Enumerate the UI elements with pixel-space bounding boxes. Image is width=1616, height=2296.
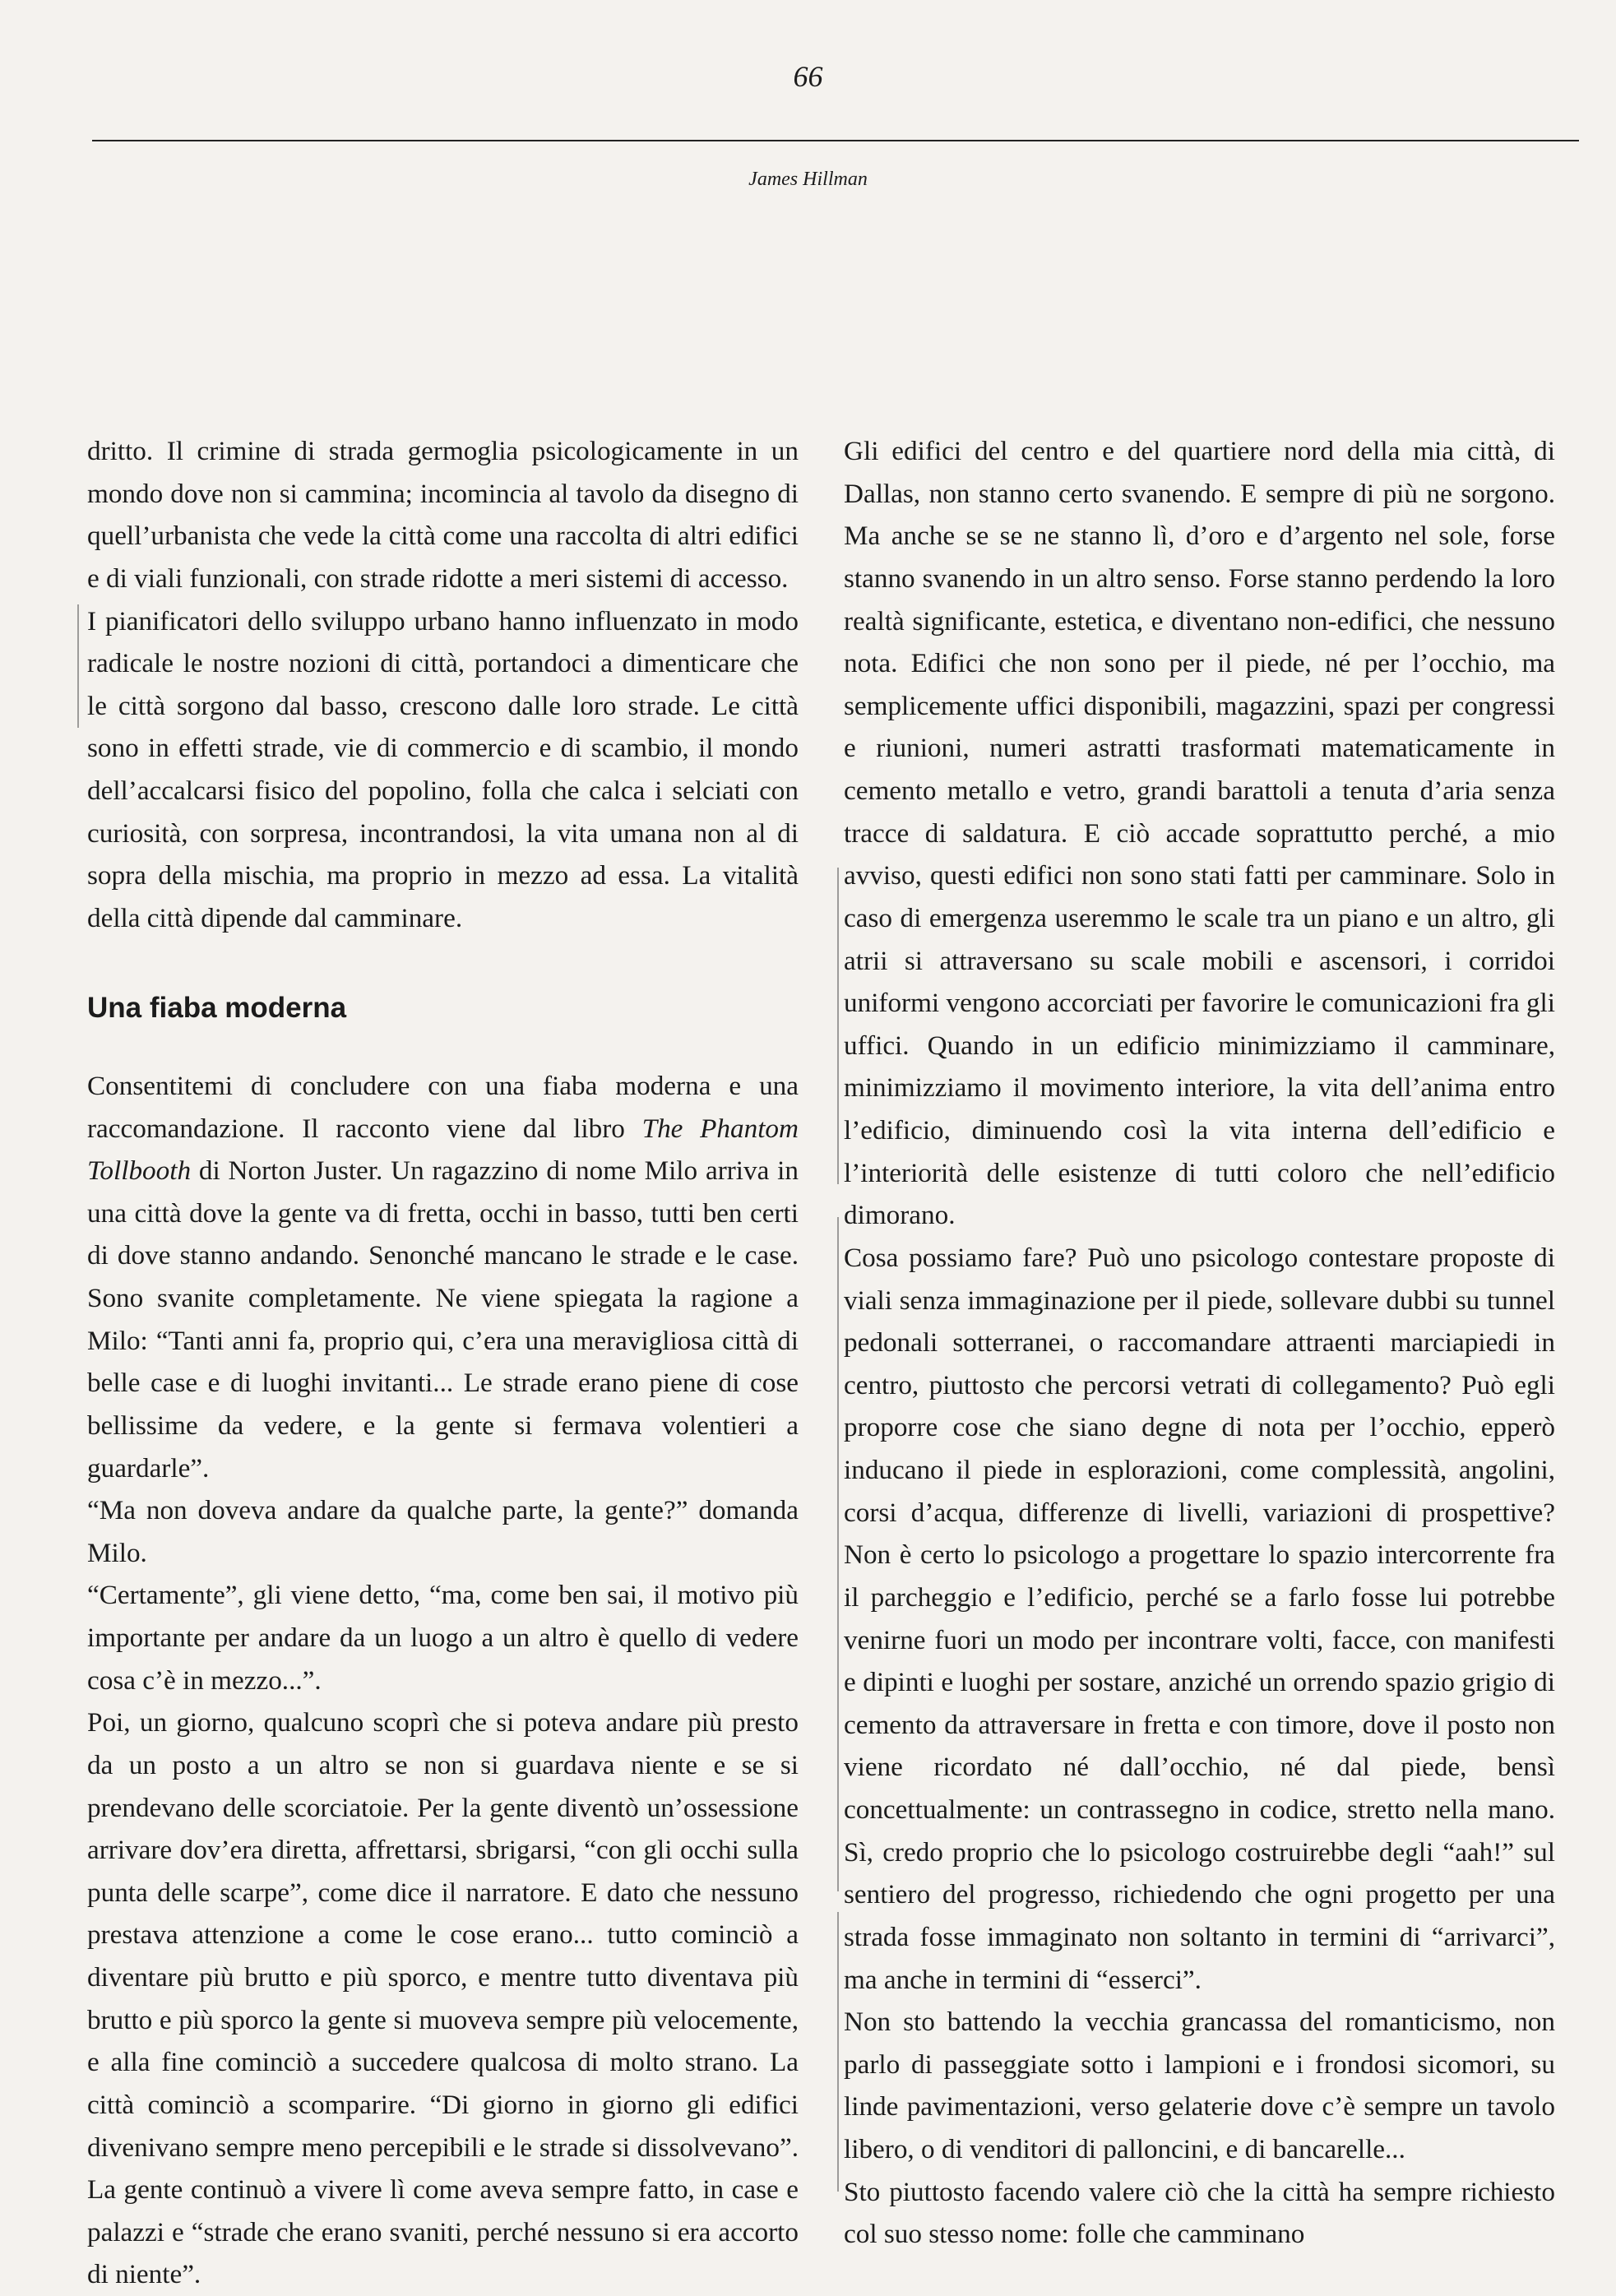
pencil-margin-mark bbox=[77, 604, 79, 728]
pencil-margin-mark bbox=[837, 868, 839, 1184]
paragraph: “Ma non doveva andare da qualche parte, la gente?” domanda Milo. bbox=[87, 1495, 799, 1568]
book-title: The Phantom Tollbooth bbox=[87, 1113, 799, 1187]
paragraph: Cosa possiamo fare? Può uno psicologo contestare proposte di viali senza immaginazione per il piede, sollevare dubbi su tunnel pedonali sotterranei, o raccomandare attraenti marciapiedi in centro, piuttosto che percorsi vetrati di collegamento? Può egli proporre cose che siano degne di nota per l’occhio, epperò inducano il piede in esplorazioni, come complessità, angolini, corsi d’acqua, differenze di livelli, variazioni di prospettive? Non è certo lo psicologo a progettare lo spazio intercorrente fra il parcheggio e l’edificio, perché se a farlo fosse lui potrebbe venirne fuori un modo per incontrare volti, facce, con manifesti e dipinti e luoghi per sostare, anziché un orrendo spazio grigio di cemento da attraversare in fretta e con timore, dove il posto non viene ricordato né dall’occhio, né dal piede, bensì concettualmente: un contrassegno in codice, stretto nella mano. Sì, credo proprio che lo psicologo costruirebbe degli “aah!” sul sentiero del progresso, richiedendo che ogni progetto per una strada fosse immaginato non soltanto in termini di “arrivarci”, ma anche in termini di “esserci”. bbox=[844, 1242, 1555, 1995]
paragraph bbox=[87, 1065, 799, 1489]
page-number: 66 bbox=[793, 60, 823, 93]
running-head: James Hillman bbox=[748, 169, 868, 190]
paragraph: Gli edifici del centro e del quartiere nord della mia città, di Dallas, non stanno certo svanendo. E sempre di più ne sorgono. Ma anche se se ne stanno lì, d’oro e d’argento nel sole, forse stanno svanendo in un altro senso. Forse stanno perdendo la loro realtà significante, estetica, e diventano non-edifici, che nessuno nota. Edifici che non sono per il piede, né per l’occhio, ma semplicemente uffici disponibili, magazzini, spazi per congressi e riunioni, numeri astratti trasformati matematicamente in cemento metallo e vetro, grandi barattoli a tenuta d’aria senza tracce di saldatura. E ciò accade soprattutto perché, a mio avviso, questi edifici non sono stati fatti per camminare. Solo in caso di emergenza useremmo le scale tra un piano e un altro, gli atrii si attraversano su scale mobili e ascensori, i corridoi uniformi vengono accorciati per favorire le comunicazioni fra gli uffici. Quando in un edificio minimizziamo il camminare, minimizziamo il movimento interiore, la vita dell’anima entro l’edificio, diminuendo così la vita interna dell’edificio e l’interiorità delle esistenze di tutti coloro che nell’edificio dimorano. bbox=[844, 436, 1555, 1231]
text-run: Consentitemi di concludere con una fiaba moderna e una raccomandazione. Il racconto viene dal libro bbox=[87, 1070, 799, 1144]
header-rule bbox=[92, 140, 1579, 141]
paragraph: Poi, un giorno, qualcuno scoprì che si poteva andare più presto da un posto a un altro se non si guardava niente e se si prendevano delle scorciatoie. Per la gente diventò un’ossessione arrivare dov’era diretta, affrettarsi, sbrigarsi, “con gli occhi sulla punta delle scarpe”, come dice il narratore. E dato che nessuno prestava attenzione a come le cose erano... tutto cominciò a diventare più brutto e più sporco, e mentre tutto diventava più brutto e più sporco la gente si muoveva sempre più velocemente, e alla fine cominciò a succedere qualcosa di molto strano. La città cominciò a scomparire. “Di giorno in giorno gli edifici divenivano sempre meno percepibili e le strade si dissolvevano”. La gente continuò a vivere lì come aveva sempre fatto, in case e palazzi e “strade che erano svaniti, perché nessuno si era accorto di niente”. bbox=[87, 1707, 799, 2290]
pencil-margin-mark bbox=[837, 1217, 839, 1891]
pencil-margin-mark bbox=[837, 1912, 839, 2192]
section-heading: Una fiaba moderna bbox=[87, 991, 347, 1024]
text-run: di Norton Juster. Un ragazzino di nome Milo arriva in una città dove la gente va di fretta, occhi in basso, tutti ben certi di dove stanno andando. Senonché mancano le strade e le case. Sono svanite completamente. Ne viene spiegata la ragione a Milo: “Tanti anni fa, proprio qui, c’era una meravigliosa città di belle case e di luoghi invitanti... Le strade erano piene di cose bellissime da vedere, e la gente si fermava volentieri a guardarle”. bbox=[87, 1155, 799, 1484]
paragraph: Sto piuttosto facendo valere ciò che la città ha sempre richiesto col suo stesso nome: folle che camminano bbox=[844, 2176, 1555, 2250]
paragraph: dritto. Il crimine di strada germoglia psicologicamente in un mondo dove non si cammina; incomincia al tavolo da disegno di quell’urbanista che vede la città come una raccolta di altri edifici e di viali funzionali, con strade ridotte a meri sistemi di accesso. bbox=[87, 436, 799, 594]
paragraph: “Certamente”, gli viene detto, “ma, come ben sai, il motivo più importante per andare da un luogo a un altro è quello di vedere cosa c’è in mezzo...”. bbox=[87, 1580, 799, 1696]
paragraph: I pianificatori dello sviluppo urbano hanno influenzato in modo radicale le nostre nozioni di città, portandoci a dimenticare che le città sorgono dal basso, crescono dalle loro strade. Le città sono in effetti strade, vie di commercio e di scambio, il mondo dell’accalcarsi fisico del popolino, folla che calca i selciati con curiosità, con sorpresa, incontrandosi, la vita umana non al di sopra della mischia, ma proprio in mezzo ad essa. La vitalità della città dipende dal camminare. bbox=[87, 605, 799, 933]
paragraph: Non sto battendo la vecchia grancassa del romanticismo, non parlo di passeggiate sotto i lampioni e i frondosi sicomori, su linde pavimentazioni, verso gelaterie dove c’è sempre un tavolo libero, o di venditori di palloncini, e di bancarelle... bbox=[844, 2007, 1555, 2164]
left-column bbox=[87, 430, 799, 2296]
right-column bbox=[844, 430, 1555, 2256]
